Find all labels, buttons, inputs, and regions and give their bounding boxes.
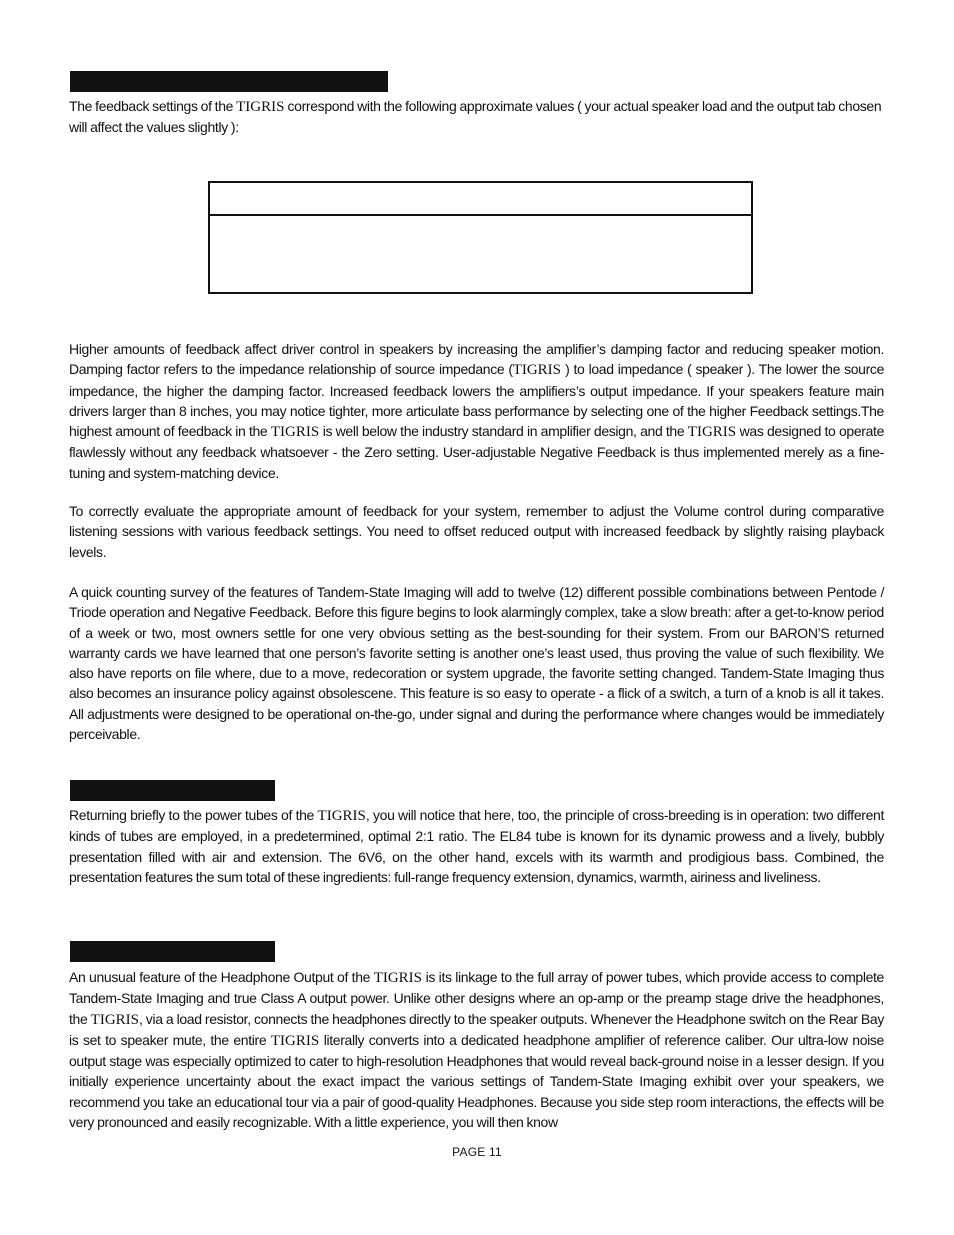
feedback-values-table bbox=[208, 181, 753, 294]
paragraph-headphone-output: An unusual feature of the Headphone Output of the TIGRIS is its linkage to the full array of power tubes, which provide access to complete Tandem-State Imaging and true Class A output power. Unlike other designs where an op-amp or the preamp stage drive the headphones, the TIGRIS, via a load resistor, connects the headphones directly to the speaker outputs. Whenever the Headphone switch on the Rear Bay is set to speaker mute, the entire TIGRIS literally converts into a dedicated headphone amplifier of reference caliber. Our ultra-low noise output stage was especially optimized to cater to high-resolution Headphones that would reveal back-ground noise in a lesser design. If you initially experience uncertainty about the exact impact the various settings of Tandem-State Imaging exhibit over your speakers, we recommend you take an educational tour via a pair of good-quality Headphones. Because you side step room interactions, the effects will be very pronounced and easily recognizable. With a little experience, you will then know bbox=[69, 969, 885, 1131]
feedback-table-header-row bbox=[210, 183, 751, 216]
section-heading-bar-headphones bbox=[70, 941, 275, 962]
brand-name: TIGRIS bbox=[90, 1011, 140, 1028]
paragraph-damping-factor: Higher amounts of feedback affect driver control in speakers by increasing the amplifier’s damping factor and reducing speaker motion. Damping factor refers to the impedance relationship of source impedance (TIGRIS ) to load impedance ( speaker ). The lower the source impedance, the higher the damping factor. Increased feedback lowers the amplifiers’s output impedance. If your speakers feature main drivers larger than 8 inches, you may notice tighter, more articulate bass performance by selecting one of the higher Feedback settings.The highest amount of feedback in the TIGRIS is well below the industry standard in amplifier design, and the TIGRIS was designed to operate flawlessly without any feedback whatsoever - the Zero setting. User-adjustable Negative Feedback is thus implemented merely as a fine-tuning and system-matching device. bbox=[69, 341, 885, 481]
brand-name: TIGRIS bbox=[687, 424, 737, 441]
section-heading-bar-feedback bbox=[70, 71, 388, 92]
section-heading-bar-power-tubes bbox=[70, 780, 275, 801]
intro-paragraph: The feedback settings of the TIGRIS correspond with the following approximate values ( your actual speaker load and the output tab chosen will affect the values slightly ): bbox=[69, 98, 882, 136]
page-number: PAGE 11 bbox=[452, 1145, 502, 1159]
paragraph-combinations: A quick counting survey of the features of Tandem-State Imaging will add to twelve (12) different possible combinations between Pentode / Triode operation and Negative Feedback. Before this figure begins to look alarmingly complex, take a slow breath: after a get-to-know period of a week or two, most owners settle for one very obvious setting as the best-sounding for their system. From our BARON’S returned warranty cards we have learned that one person’s favorite setting is another one’s least used, thus proving the value of such flexibility. We also have reports on file where, due to a move, redecoration or system upgrade, the favorite setting changed. Tandem-State Imaging thus also becomes an insurance policy against obsolescene. This feature is so easy to operate - a flick of a switch, a turn of a knob is all it takes. All adjustments were designed to be operational on-the-go, under signal and during the performance where changes would be immediately perceivable. bbox=[69, 584, 884, 743]
brand-name: TIGRIS bbox=[512, 362, 562, 379]
brand-name: TIGRIS bbox=[270, 1032, 320, 1049]
brand-name: TIGRIS bbox=[373, 970, 423, 986]
brand-name: TIGRIS bbox=[236, 99, 285, 115]
paragraph-power-tubes: Returning briefly to the power tubes of the TIGRIS, you will notice that here, too, the principle of cross-breeding is in operation: two different kinds of tubes are employed, in a predetermined, optimal 2:1 ratio. The EL84 tube is known for its dynamic prowess and a lively, bubbly presentation filled with air and extension. The 6V6, on the other hand, excels with its warmth and prodigious bass. Combined, the presentation features the sum total of these ingredients: full-range frequency extension, dynamics, warmth, airiness and liveliness. bbox=[69, 807, 885, 885]
brand-name: TIGRIS bbox=[317, 808, 366, 824]
brand-name: TIGRIS bbox=[270, 424, 320, 441]
paragraph-volume-evaluation: To correctly evaluate the appropriate amount of feedback for your system, remember to adjust the Volume control during comparative listening sessions with various feedback settings. You need to offset reduced output with increased feedback by slightly raising playback levels. bbox=[69, 503, 884, 560]
